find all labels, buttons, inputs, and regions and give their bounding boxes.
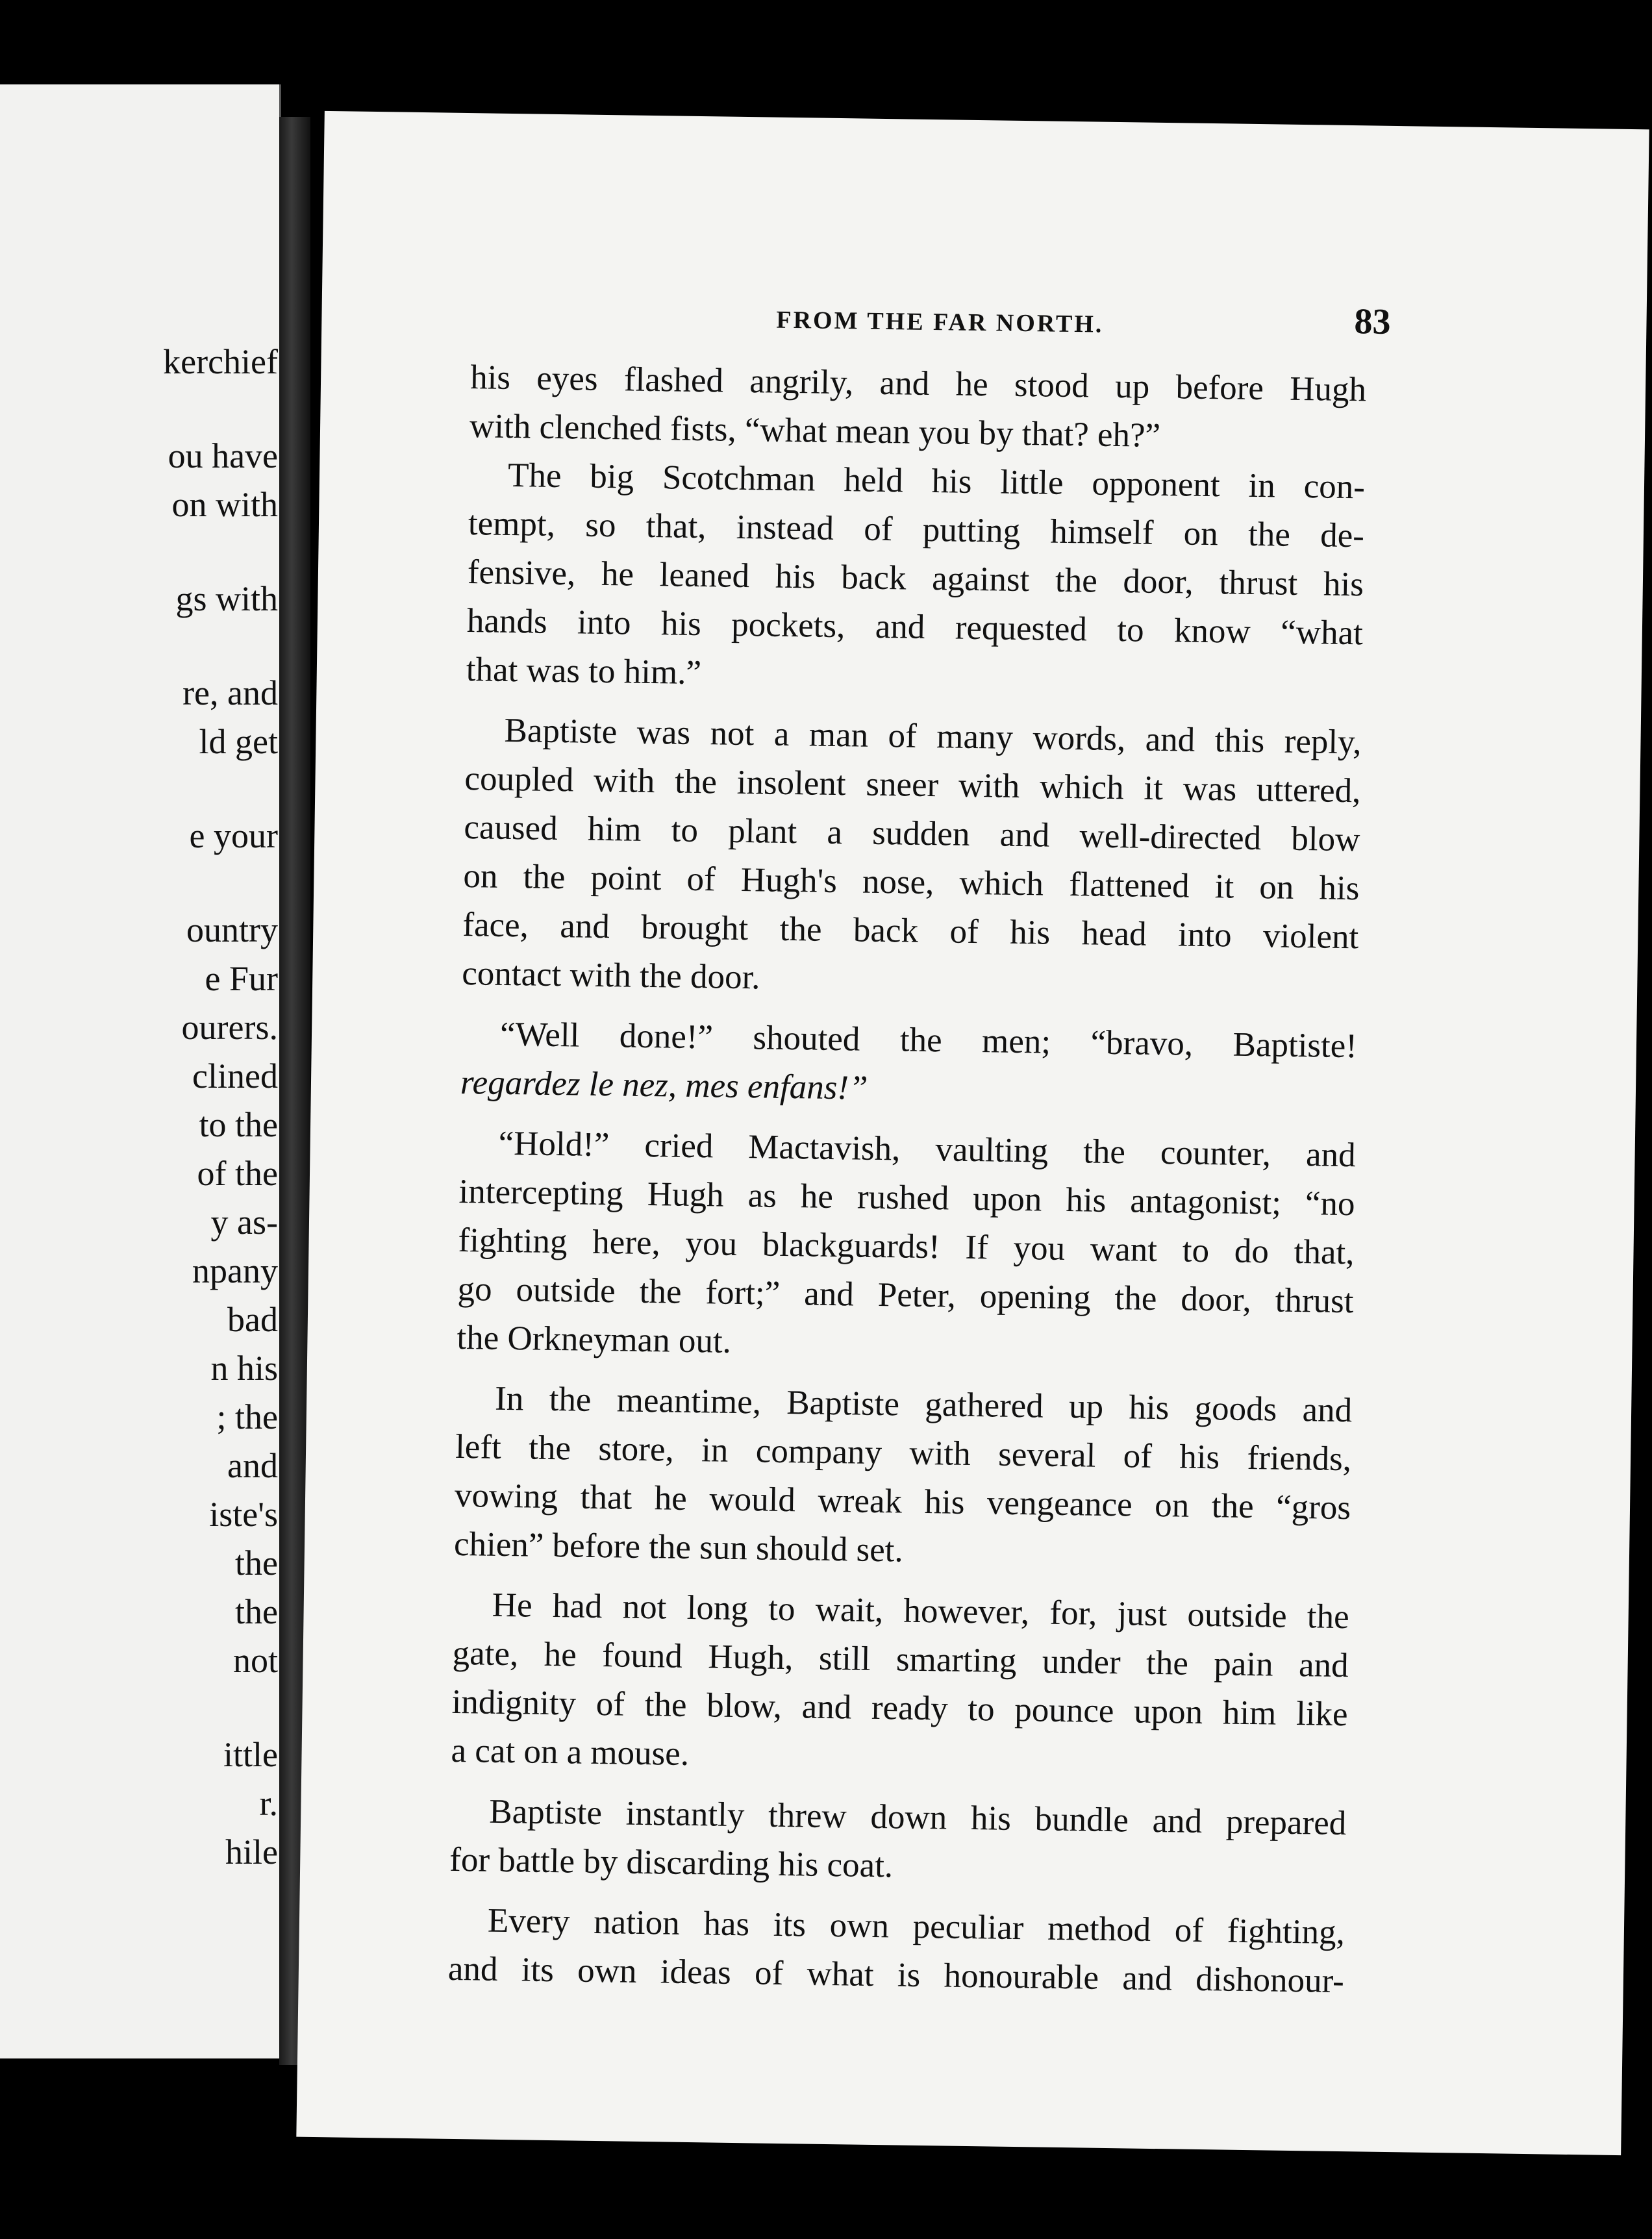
text-line: “Hold!” cried Mactavish, vaulting the counter, and xyxy=(498,1124,1356,1175)
paragraph xyxy=(460,1010,1357,1120)
left-page-line: bad xyxy=(227,1300,278,1339)
text-line: intercepting Hugh as he rushed upon his antagonist; “no xyxy=(458,1172,1355,1223)
left-page-line: iste's xyxy=(209,1495,278,1534)
right-page xyxy=(296,111,1649,2155)
paragraph xyxy=(462,706,1362,1010)
text-line: the Orkneyman out. xyxy=(457,1318,732,1360)
left-page-line: gs with xyxy=(175,579,278,618)
left-page-line: hile xyxy=(225,1832,278,1871)
left-page-line: e your xyxy=(189,816,278,855)
left-page-line: on with xyxy=(171,485,278,524)
text-line: with clenched fists, “what mean you by that? eh?” xyxy=(469,407,1161,455)
text-line: that was to him.” xyxy=(466,651,702,692)
left-page-line: to the xyxy=(199,1105,278,1144)
text-line: and its own ideas of what is honourable and dishonour- xyxy=(447,1949,1345,2001)
text-line: go outside the fort;” and Peter, opening the door, thrust xyxy=(457,1270,1354,1321)
text-line: for battle by discarding his coat. xyxy=(449,1840,894,1885)
text-line: Baptiste was not a man of many words, and this reply, xyxy=(504,711,1362,762)
text-line: regardez le nez, mes enfans!” xyxy=(460,1063,868,1107)
text-line: face, and brought the back of his head into violent xyxy=(462,906,1359,957)
left-page-line: ou have xyxy=(168,436,278,475)
text-line: vowing that he would wreak his vengeance on the “gros xyxy=(454,1476,1351,1527)
text-line: fensive, he leaned his back against the door, thrust his xyxy=(467,553,1364,604)
paragraph xyxy=(466,451,1365,707)
body-text xyxy=(447,353,1366,2006)
text-line: his eyes flashed angrily, and he stood up before Hugh xyxy=(469,358,1367,409)
left-page-line: ourers. xyxy=(181,1008,278,1047)
running-head: FROM THE FAR NORTH. xyxy=(776,306,1104,338)
left-page-line: the xyxy=(235,1592,278,1631)
text-line: a cat on a mouse. xyxy=(451,1731,690,1773)
left-page-line: ittle xyxy=(223,1735,278,1774)
text-line: He had not long to wait, however, for, just outside the xyxy=(492,1586,1350,1636)
page-number: 83 xyxy=(1354,301,1391,342)
text-line: hands into his pockets, and requested to know “what xyxy=(466,602,1364,653)
left-page-line: of the xyxy=(197,1154,278,1193)
paragraph xyxy=(447,1896,1345,2006)
text-line: The big Scotchman held his little opponent in con- xyxy=(507,456,1366,507)
text-line: caused him to plant a sudden and well-directed blow xyxy=(464,808,1360,859)
paragraph xyxy=(451,1581,1349,1788)
text-line: coupled with the insolent sneer with which it was uttered, xyxy=(464,760,1361,810)
paragraph xyxy=(457,1119,1356,1375)
text-line: indignity of the blow, and ready to pounce upon him like xyxy=(451,1682,1348,1734)
left-page-line: re, and xyxy=(182,673,278,712)
left-page-line: not xyxy=(232,1641,278,1680)
text-line: Every nation has its own peculiar method of fighting, xyxy=(487,1901,1345,1952)
text-line: on the point of Hugh's nose, which flattened it on his xyxy=(463,857,1360,908)
left-page xyxy=(0,84,281,2058)
paragraph xyxy=(454,1374,1353,1581)
left-page-line: n his xyxy=(210,1349,278,1388)
left-page-line: r. xyxy=(259,1784,278,1823)
left-page-line: the xyxy=(235,1544,278,1582)
paragraph xyxy=(449,1787,1347,1897)
left-page-line: clined xyxy=(192,1057,278,1095)
text-line: “Well done!” shouted the men; “bravo, Baptiste! xyxy=(499,1015,1358,1066)
text-line: contact with the door. xyxy=(461,954,760,997)
text-line: tempt, so that, instead of putting himself on the de- xyxy=(468,505,1365,555)
text-line: Baptiste instantly threw down his bundle and prepared xyxy=(488,1792,1347,1843)
text-line: fighting here, you blackguards! If you want to do that, xyxy=(458,1221,1355,1272)
left-page-line: kerchief xyxy=(163,342,278,381)
text-line: gate, he found Hugh, still smarting under the pain and xyxy=(452,1634,1349,1685)
left-page-line: y as- xyxy=(210,1203,278,1242)
left-page-line: and xyxy=(227,1446,278,1485)
left-page-line: ld get xyxy=(199,722,278,761)
left-page-line: ; the xyxy=(216,1397,278,1436)
text-line: chien” before the sun should set. xyxy=(453,1525,904,1570)
left-page-line: npany xyxy=(192,1251,278,1290)
left-page-line: ountry xyxy=(186,910,278,949)
left-page-line: e Fur xyxy=(205,959,278,998)
text-line: In the meantime, Baptiste gathered up his goods and xyxy=(494,1379,1353,1430)
paragraph xyxy=(469,353,1367,463)
text-line: left the store, in company with several of his friends, xyxy=(455,1427,1352,1479)
